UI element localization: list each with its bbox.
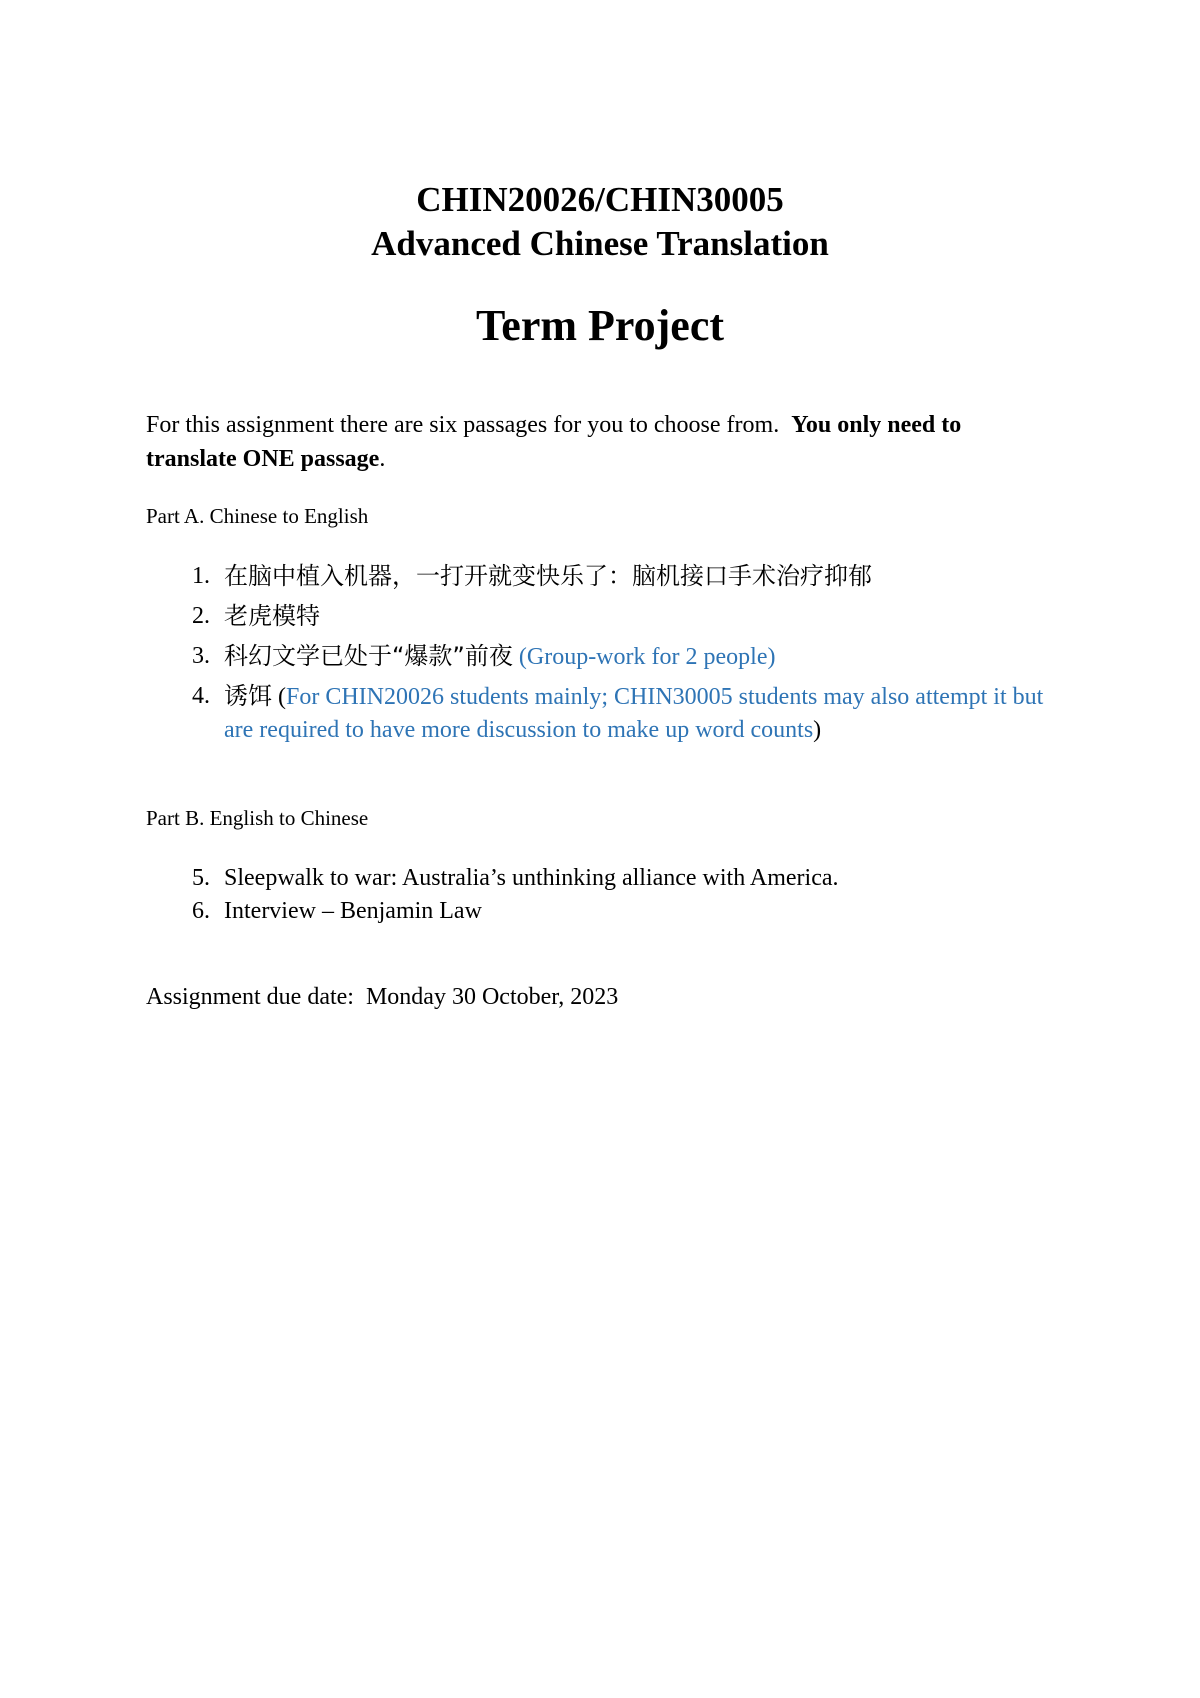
passage-title: Sleepwalk to war: Australia’s unthinking alliance with America.: [224, 865, 839, 891]
intro-text: For this assignment there are six passages for you to choose from.: [146, 412, 780, 438]
passage-item: [146, 680, 1046, 747]
passage-title: 诱饵: [224, 682, 272, 710]
course-name: Advanced Chinese Translation: [371, 224, 829, 263]
course-code: CHIN20026/CHIN30005: [416, 180, 784, 219]
passage-number: 6.: [192, 898, 210, 924]
passage-title: 科幻文学已处于“爆款”前夜: [224, 642, 513, 670]
intro-paragraph: [146, 408, 1046, 476]
passage-title: Interview – Benjamin Law: [224, 898, 482, 924]
passage-number: 5.: [192, 865, 210, 891]
passage-entry: [224, 680, 1046, 747]
note-open-paren: (: [278, 684, 286, 710]
intro-trailing: .: [379, 446, 386, 472]
document-title: Term Project: [476, 301, 724, 350]
intro-emphasis: You only need to translate ONE passage: [146, 412, 962, 472]
part-b-heading: Part B. English to Chinese: [146, 806, 369, 830]
part-b-passage-list: [146, 862, 1046, 928]
passage-item: [146, 640, 1046, 674]
due-date-line: [146, 980, 618, 1014]
passage-entry: [224, 640, 1046, 674]
note-close-paren: ): [813, 717, 822, 743]
passage-item: [146, 560, 1046, 594]
passage-item: [146, 600, 1046, 634]
passage-item: [146, 862, 1046, 895]
passage-title: 老虎模特: [224, 602, 320, 630]
passage-item: [146, 895, 1046, 928]
part-a-passage-list: [146, 560, 1046, 753]
course-header: [0, 178, 1200, 266]
passage-note: For CHIN20026 students mainly; CHIN30005 students may also attempt it but are required to have more discussion to make up word counts: [224, 684, 1044, 743]
passage-number: 4.: [192, 683, 210, 709]
passage-number: 3.: [192, 643, 210, 669]
passage-entry: [224, 560, 1046, 594]
passage-title: 在脑中植入机器，一打开就变快乐了：脑机接口手术治疗抑郁: [224, 562, 872, 590]
passage-number: 1.: [192, 563, 210, 589]
due-date-value: Monday 30 October, 2023: [365, 984, 619, 1010]
passage-number: 2.: [192, 603, 210, 629]
passage-entry: [224, 600, 1046, 634]
due-date-label: Assignment due date:: [146, 984, 354, 1010]
passage-note: (Group-work for 2 people): [518, 644, 776, 670]
part-a-heading: Part A. Chinese to English: [146, 504, 369, 528]
